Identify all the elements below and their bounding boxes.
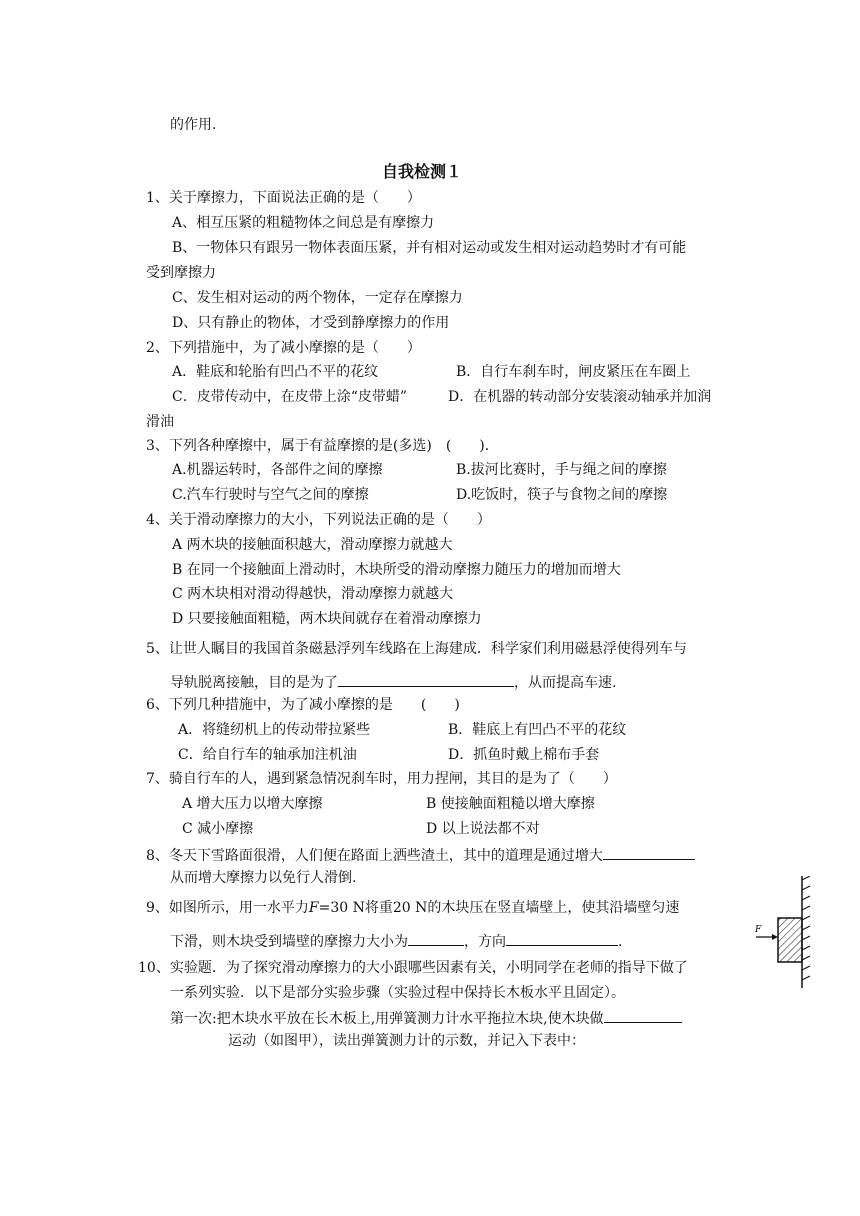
q2-option-a: A．鞋底和轮胎有凹凸不平的花纹 bbox=[172, 364, 379, 380]
q4-option-c: C 两木块相对滑动得越快，滑动摩擦力就越大 bbox=[172, 586, 454, 602]
wall bbox=[802, 876, 810, 988]
q10-line1: 10、实验题．为了探究滑动摩擦力的大小跟哪些因素有关，小明同学在老师的指导下做了 bbox=[138, 960, 688, 976]
q2-option-c: C．皮带传动中，在皮带上涂“皮带蜡” bbox=[172, 389, 408, 405]
wood-block bbox=[778, 918, 802, 962]
q1-option-c: C、发生相对运动的两个物体，一定存在摩擦力 bbox=[172, 290, 463, 306]
q3-option-a: A.机器运转时，各部件之间的摩擦 bbox=[172, 462, 383, 478]
q9-line1 bbox=[146, 899, 679, 917]
q9-line1-text: 9、如图所示，用一水平力 bbox=[146, 900, 309, 916]
q2-stem: 2、下列措施中，为了减小摩擦的是（ ） bbox=[146, 340, 421, 356]
q9-force-symbol: F bbox=[308, 900, 319, 916]
wall-block-figure bbox=[752, 876, 814, 988]
q7-option-c: C 减小摩擦 bbox=[182, 821, 254, 837]
q9-friction-blank[interactable] bbox=[408, 931, 464, 946]
q1-option-d: D、只有静止的物体，才受到静摩擦力的作用 bbox=[172, 315, 450, 331]
q7-option-a: A 增大压力以增大摩擦 bbox=[182, 796, 323, 812]
q10-line4: 运动（如图甲），读出弹簧测力计的示数，并记入下表中： bbox=[228, 1033, 585, 1049]
q10-line3-text: 第一次:把木块水平放在长木板上,用弹簧测力计水平拖拉木块,使木块做 bbox=[170, 1011, 604, 1027]
q5-line2 bbox=[170, 672, 616, 692]
q1-option-b-cont: 受到摩擦力 bbox=[146, 265, 216, 281]
q6-option-a: A．将缝纫机上的传动带拉紧些 bbox=[178, 722, 371, 738]
q2-option-d: D．在机器的转动部分安装滚动轴承并加润 bbox=[448, 389, 712, 405]
q6-option-d: D．抓鱼时戴上棉布手套 bbox=[448, 747, 600, 763]
q10-line2: 一系列实验．以下是部分实验步骤（实验过程中保持长木板水平且固定）。 bbox=[170, 985, 625, 1001]
q8-answer-blank[interactable] bbox=[603, 845, 695, 860]
q3-option-c: C.汽车行驶时与空气之间的摩擦 bbox=[172, 487, 369, 503]
q8-line1 bbox=[146, 845, 695, 865]
q8-line2: 从而增大摩擦力以免行人滑倒. bbox=[170, 870, 357, 886]
q10-motion-blank[interactable] bbox=[604, 1008, 682, 1023]
q5-line1: 5、让世人瞩目的我国首条磁悬浮列车线路在上海建成．科学家们利用磁悬浮使得列车与 bbox=[146, 641, 687, 657]
q3-option-d: D.吃饭时，筷子与食物之间的摩擦 bbox=[456, 487, 668, 503]
q4-option-a: A 两木块的接触面积越大，滑动摩擦力就越大 bbox=[172, 537, 453, 553]
q1-option-a: A、相互压紧的粗糙物体之间总是有摩擦力 bbox=[172, 215, 435, 231]
q3-option-b: B.拔河比赛时，手与绳之间的摩擦 bbox=[456, 462, 667, 478]
q10-line3 bbox=[170, 1008, 682, 1028]
q4-stem: 4、关于滑动摩擦力的大小，下列说法正确的是（ ） bbox=[146, 512, 491, 528]
q5-line2-text: 导轨脱离接触，目的是为了 bbox=[170, 675, 338, 691]
q5-answer-blank[interactable] bbox=[338, 672, 514, 687]
q6-option-b: B．鞋底上有凹凸不平的花纹 bbox=[448, 722, 627, 738]
q9-line1-tail: =30 N将重20 N的木块压在竖直墙壁上，使其沿墙壁匀速 bbox=[318, 900, 680, 916]
q7-stem: 7、骑自行车的人，遇到紧急情况刹车时，用力捏闸，其目的是为了（ ） bbox=[146, 771, 617, 787]
q1-option-b: B、一物体只有跟另一物体表面压紧，并有相对运动或发生相对运动趋势时才有可能 bbox=[172, 240, 687, 256]
q7-option-b: B 使接触面粗糙以增大摩擦 bbox=[426, 796, 595, 812]
force-arrowhead bbox=[772, 934, 778, 940]
q9-line2-end: . bbox=[618, 934, 623, 950]
section-title: 自我检测１ bbox=[382, 162, 463, 181]
q1-stem: 1、关于摩擦力，下面说法正确的是（ ） bbox=[146, 190, 421, 206]
q9-line2 bbox=[170, 931, 622, 951]
q4-option-b: B 在同一个接触面上滑动时，木块所受的滑动摩擦力随压力的增加而增大 bbox=[172, 562, 621, 578]
q9-line2-text: 下滑，则木块受到墙壁的摩擦力大小为 bbox=[170, 934, 408, 950]
q6-option-c: C．给自行车的轴承加注机油 bbox=[178, 747, 357, 763]
q8-line1-text: 8、冬天下雪路面很滑，人们便在路面上洒些渣土，其中的道理是通过增大 bbox=[146, 848, 603, 864]
q4-option-d: D 只要接触面粗糙，两木块间就存在着滑动摩擦力 bbox=[172, 611, 482, 627]
intro-tail: 的作用. bbox=[170, 117, 217, 133]
q6-stem: 6、下列几种措施中，为了减小摩擦的是 ( ) bbox=[146, 697, 460, 713]
q7-option-d: D 以上说法都不对 bbox=[426, 821, 540, 837]
q9-direction-label: ，方向 bbox=[464, 934, 506, 950]
q5-line2-tail: ，从而提高车速. bbox=[514, 675, 617, 691]
q3-stem: 3、下列各种摩擦中，属于有益摩擦的是(多选) ( )． bbox=[146, 438, 499, 454]
force-label: F bbox=[755, 925, 762, 935]
q2-option-d-cont: 滑油 bbox=[146, 414, 174, 430]
q2-option-b: B．自行车刹车时，闸皮紧压在车圈上 bbox=[456, 364, 691, 380]
q9-direction-blank[interactable] bbox=[506, 931, 618, 946]
